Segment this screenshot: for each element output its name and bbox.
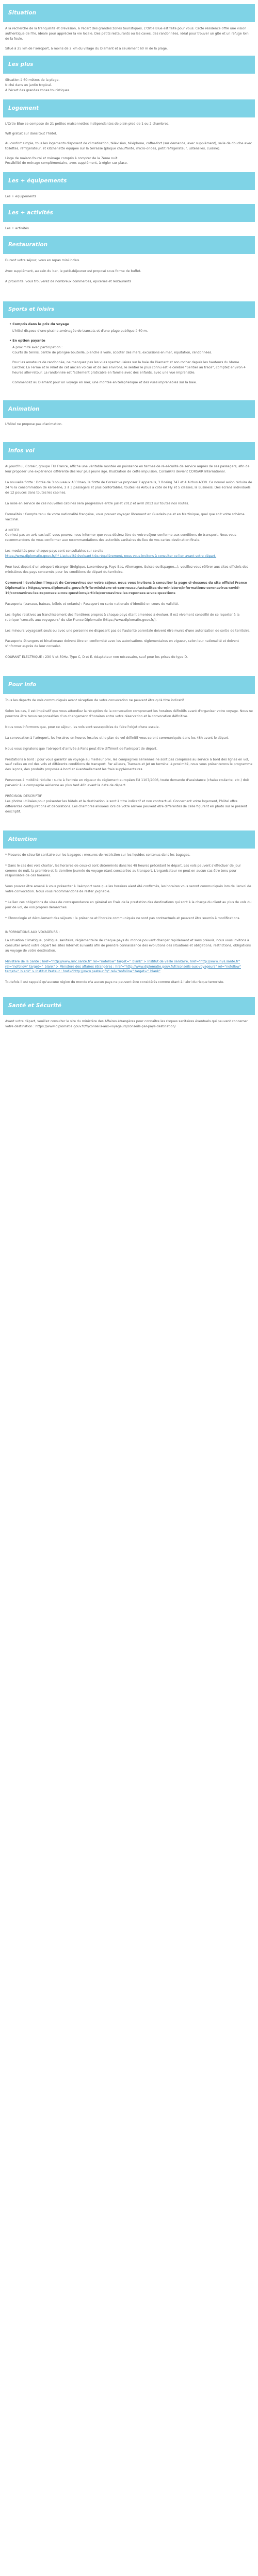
infos-text: Aujourd'hui, Corsair, groupe TUI France, affiche une véritable montée en puissance en termes de ré-sécurité de service auprès de ses passagers, afin de leur proposer une expérience différente dès leur plus jeune âge. Illustration de cette impulsion, Corsair(R) devient CORSAIR International. bbox=[5, 465, 250, 474]
infos-text: La nouvelle flotte : Dotée de 3 nouveaux A330neo, la flotte de Corsair va proposer 7 appareils, 3 Boeing 747 et 4 Airbus A330. Ce nouvel avion réduira de 24 % la consommation de kérosène, 2 à 3 passagers et plus confortables, toutes les Airbus à côté de Fly et 5 classes, la Business. Des écrans individuels de 12 pouces dans toutes les cabines. bbox=[5, 481, 252, 495]
infos-content bbox=[3, 464, 255, 660]
sports-option-heading: • En option payante bbox=[9, 338, 253, 344]
activites-text: Les + activités bbox=[5, 226, 29, 230]
plus-item: Niché dans un jardin tropical. bbox=[5, 83, 52, 88]
infos-text: Les mineurs voyageant seuls ou avec une personne ne disposant pas de l'autorité parentale doivent être munis d'une autorisation de sortie de territoire. bbox=[5, 629, 251, 633]
attention-text: Vous pouvez être amené à vous présenter à l'aéroport sans que les horaires aient été confirmés, les horaires vous seront communiqués lors de l'envoi de votre convocation. Nous vous recommandons de rester joignable. bbox=[5, 885, 251, 894]
section-title-animation: Animation bbox=[3, 400, 255, 418]
sante-text: Avant votre départ, veuillez consulter le site du ministère des Affaires étrangères pour connaître les risques sanitaires éventuels qui peuvent concerner votre destination : https://www.diplomatie.gouv.fr/fr/conseils-aux-voyageurs/conseils-par-pays-destination/ bbox=[5, 1020, 248, 1029]
section-title-pour-info: Pour info bbox=[3, 676, 255, 694]
section-title-infos-vol: Infos vol bbox=[3, 442, 255, 460]
infos-text: Ce n'est pas un avis exclusif, vous pouvez nous informer que vous désirez être de votre séjour conforme aux conditions de transport. Nous vous recommandons de vous conformer aux recommandations des autorités sanitaires du lieu de vos cartes destination finale. bbox=[5, 533, 236, 543]
pourinfo-content bbox=[3, 698, 255, 815]
equipements-text: Les + équipements bbox=[5, 195, 37, 199]
attention-text: * Dans le cas des vols charter, les horaires de ceux-ci sont déterminés dans les 48 heures précédant le départ. Les vols peuvent s'effectuer de jour comme de nuit, la première et la dernière journée du voyage étant consacrées au transport. L'organisateur ne peut en aucun cas être tenu pour responsable de ces horaires. bbox=[5, 863, 241, 878]
sports-extra-text: Commencez au Diamant pour un voyage en mer, une montée en téléphérique et des vues imprenables sur la baie. bbox=[12, 380, 197, 384]
infos-text: Les modalités pour chaque pays sont consultables sur ce site bbox=[5, 549, 104, 553]
plus-content bbox=[3, 78, 255, 93]
section-title-logement: Logement bbox=[3, 99, 255, 117]
attention-content bbox=[3, 853, 255, 986]
section-title-plus: Les plus bbox=[3, 56, 255, 74]
pourinfo-text: Prestations à bord : pour vous garantir un voyage au meilleur prix, les compagnies aériennes ne sont pas comprises au service à bord des lignes en vol, sauf celles en vol des vols et différents conditions de transport. Par ailleurs, Transats et Jet un terminal à proximité, nous vous présenterons le programme des leçons, des produits proposés à bord et éventuellement les frais supplémentaires. bbox=[5, 757, 252, 772]
logement-content bbox=[3, 122, 255, 166]
sports-rando-text: Pour les amateurs de randonnée, ne manquez pas les vues spectaculaires sur la baie du Diamant et son rocher depuis les hauteurs du Morne Larcher. La Ferme et le relief de cet ancien volcan et de ses environs, le sentier le plus connu est le célèbre "Sentier au tracé", comptez environ 4 heures aller-retour. La randonnée est facilement praticable en famille avec des enfants, avec une vue imprenable. bbox=[12, 360, 246, 375]
logement-text: Possibilité de ménage complémentaire, avec supplément, à régler sur place. bbox=[5, 161, 128, 165]
plus-item: Situation à 60 mètres de la plage. bbox=[5, 78, 60, 82]
logement-text: Au confort simple, tous les logements disposent de climatisation, télévision, téléphone, coffre-fort (sur demande, avec supplément), salle de douche avec toilettes, réfrigérateur, et kitchenette équipée sur la terrasse (plaque chauffante, micro-ondes, petit réfrigérateur, ustensiles, cuisine). bbox=[5, 141, 252, 150]
attention-info-text: La situation climatique, politique, sanitaire, réglementaire de chaque pays du monde pouvant changer rapidement et sans préavis, nous vous invitons à consulter avant votre départ les sites Internet suivants afin de prendre connaissance des évolutions des situations et obligations, restrictions, obligations au voyage de votre destination. bbox=[5, 938, 251, 953]
attention-links[interactable]: Ministère de la Santé : href="http://www.rmc.santé.fr" rel="nofollow" target="_blank" > Institut de veille sanitaire, href="http://www.invs.sante.fr" rel="nofollow" target="_blank" > Ministère des affaires étrangères : href="http://www.diplomatie.gouv.fr/fr/conseils-aux-voyageurs" rel="nofollow" target="_blank" > Institut Pasteur : href="http://www.pasteur.fr/" rel="nofollow" target="_blank" bbox=[5, 959, 241, 974]
attention-text: * Mesures de sécurité sanitaire sur les bagages : mesures de restriction sur les liquides contenus dans les bagages. bbox=[5, 853, 190, 857]
restauration-text: A proximité, vous trouverez de nombreux commerces, épiceries et restaurants bbox=[5, 280, 131, 284]
attention-text: * Chronologie et déroulement des séjours : la présence et l'horaire communiqués ne sont pas contractuels et peuvent être soumis à modifications. bbox=[5, 917, 240, 921]
infos-text: COURANT ÉLECTRIQUE : 230 V et 50Hz. Type C, D et E. Adaptateur non nécessaire, sauf pour les prises de type D. bbox=[5, 655, 188, 659]
sports-content bbox=[3, 322, 255, 385]
section-title-restauration: Restauration bbox=[3, 236, 255, 254]
sports-included-heading: • Compris dans le prix du voyage bbox=[9, 322, 253, 327]
section-title-equipements: Les + équipements bbox=[3, 172, 255, 190]
attention-closing: Toutefois il est rappelé qu'aucune région du monde n'a aucun pays ne peuvent être considérés comme étant à l'abri du risque terroriste. bbox=[5, 980, 224, 985]
infos-text: Passeports étrangers et binationaux doivent être en conformité avec les autorisations réglementaires en vigueur, selon leur nationalité et doivent s'informer auprès de leur consulat. bbox=[5, 639, 239, 649]
section-title-sante: Santé et Sécurité bbox=[3, 997, 255, 1015]
restauration-content bbox=[3, 258, 255, 285]
restauration-text: Avec supplément, au sein du bar, le petit-déjeuner est proposé sous forme de buffet. bbox=[5, 269, 141, 273]
pourinfo-text: Nous vous informons que, pour ce séjour, les vols sont susceptibles de faire l'objet d'une escale. bbox=[5, 725, 160, 729]
section-title-sports: Sports et loisirs bbox=[3, 301, 255, 318]
section-title-activites: Les + activités bbox=[3, 204, 255, 222]
infos-covid-text: Comment l'évolution l'impact de Coronavirus sur votre séjour, nous vous invitons à consulter la page ci-dessous du site officiel France Diplomatie : https://www.diplomatie.gouv.fr/fr/le-ministere-et-son-reseau/actualites-du-ministere/informations-coronavirus-covid-19/coronavirus-les-reponses-a-vos-questions/article/coronavirus-les-reponses-a-vos-questions bbox=[5, 581, 247, 595]
page bbox=[0, 0, 258, 1040]
pourinfo-text: Les photos utilisées pour présenter les hôtels et la destination le sont à titre indicatif et non contractuel. Concernant votre logement, l'hôtel offre différentes configurations et décorations. Les chambres allouées lors de votre arrivée peuvent être différentes de celle figurant en photo sur le présent descriptif. bbox=[5, 800, 248, 814]
pourinfo-text: Tous les départs de vols communiqués avant réception de votre convocation ne peuvent être qu'à titre indicatif. bbox=[5, 699, 185, 703]
animation-text: L'hôtel ne propose pas d'animation. bbox=[5, 422, 62, 427]
infos-note-label: A NOTER bbox=[5, 528, 20, 532]
plus-item: A l'écart des grandes zones touristiques. bbox=[5, 89, 71, 93]
infos-text: Les règles relatives au franchissement des frontières propres à chaque pays étant amenées à évoluer, il est vivement conseillé de se reporter à la rubrique "conseils aux voyageurs" du site France Diplomatie (https://www.diplomatie.gouv.fr/). bbox=[5, 613, 240, 622]
diplomatie-link[interactable]: https://www.diplomatie.gouv.fr/fr/ L'actualité évoluant très régulièrement, nous vous invitons à consulter ce lien avant votre départ. bbox=[5, 554, 217, 558]
situation-text: Situé à 25 km de l'aéroport, à moins de 2 km du village du Diamant et à seulement 60 m de la plage. bbox=[5, 46, 168, 50]
logement-text: Wifi gratuit sur dans tout l'hôtel. bbox=[5, 131, 57, 135]
infos-text: La mise en service de ces nouvelles cabines sera progressive entre juillet 2012 et avril 2013 sur toutes nos routes. bbox=[5, 501, 189, 505]
sports-included-text: L'hôtel dispose d'une piscine aménagée de transats et d'une plage publique à 60 m. bbox=[12, 329, 148, 333]
sports-option-intro: A proximité avec participation : bbox=[12, 346, 63, 350]
sports-option-text: Courts de tennis, centre de plongée bouteille, planche à voile, scooter des mers, excursions en mer, équitation, randonnées. bbox=[12, 351, 213, 355]
attention-info-label: INFORMATIONS AUX VOYAGEURS : bbox=[5, 930, 60, 934]
restauration-text: Durant votre séjour, vous en repas mini inclus. bbox=[5, 258, 80, 262]
section-title-situation: Situation bbox=[3, 4, 255, 22]
pourinfo-text: Personnes à mobilité réduite : suite à l'entrée en vigueur du règlement européen EU 1107/2006, toute demande d'assistance (chaise roulante, etc.) doit parvenir à la compagnie aérienne au plus tard 48h avant la date de départ. bbox=[5, 778, 249, 788]
pourinfo-heading: PRÉCISION DESCRIPTIF bbox=[5, 794, 42, 799]
pourinfo-text: Selon les cas, il est impératif que vous attendiez la réception de la convocation comprenant les horaires définitifs avant d'organiser votre voyage. Nous ne pourrons être tenus responsables d'un changement d'horaires entre votre réservation et la convocation définitive. bbox=[5, 709, 253, 718]
situation-text: A la recherche de la tranquillité et d'évasion, à l'écart des grandes zones touristiques, L'Ortie Blue est faite pour vous. Cette résidence offre une vision authentique de l'île, idéale pour apprécier la vie locale. Des petits restaurants ou les caves, des randonnées, idéal pour trouver un gîte et un refuge loin de la foule. bbox=[5, 26, 249, 41]
infos-text: Pour tout départ d'un aéroport étranger (Belgique, Luxembourg, Pays-Bas, Allemagne, Suisse ou Espagne...), veuillez vous référer aux sites officiels des ministères des pays concernés pour les conditions de départ du territoire. bbox=[5, 565, 248, 574]
infos-text: Formalités : Compte tenu de votre nationalité française, vous pouvez voyager librement en Guadeloupe et en Martinique, quel que soit votre schéma vaccinal. bbox=[5, 512, 245, 521]
situation-content bbox=[3, 26, 255, 52]
logement-text: Linge de maison fourni et ménage compris à compter de la 7ème nuit. bbox=[5, 156, 119, 160]
infos-text: Passeports (travaux, bateau, bébés et enfants) : Passeport ou carte nationale d'identité en cours de validité. bbox=[5, 602, 179, 606]
logement-text: L'Ortie Blue se compose de 21 petites maisonnettes indépendantes de plain-pied de 1 ou 2 chambres. bbox=[5, 122, 170, 126]
pourinfo-text: Nous vous signalons que l'aéroport d'arrivée à Paris peut être différent de l'aéroport de départ. bbox=[5, 747, 157, 751]
section-title-attention: Attention bbox=[3, 831, 255, 849]
attention-text: * Le lien ces obligations de visas de correspondance en général en Frais de la prestation des destinations qui sont à la charge du client au plus de vols du jour de vol, de vos propres démarches. bbox=[5, 901, 252, 910]
pourinfo-text: La convocation à l'aéroport, les horaires en heures locales et le plan de vol définitif vous seront communiqués dans les 48h avant le départ. bbox=[5, 736, 230, 740]
